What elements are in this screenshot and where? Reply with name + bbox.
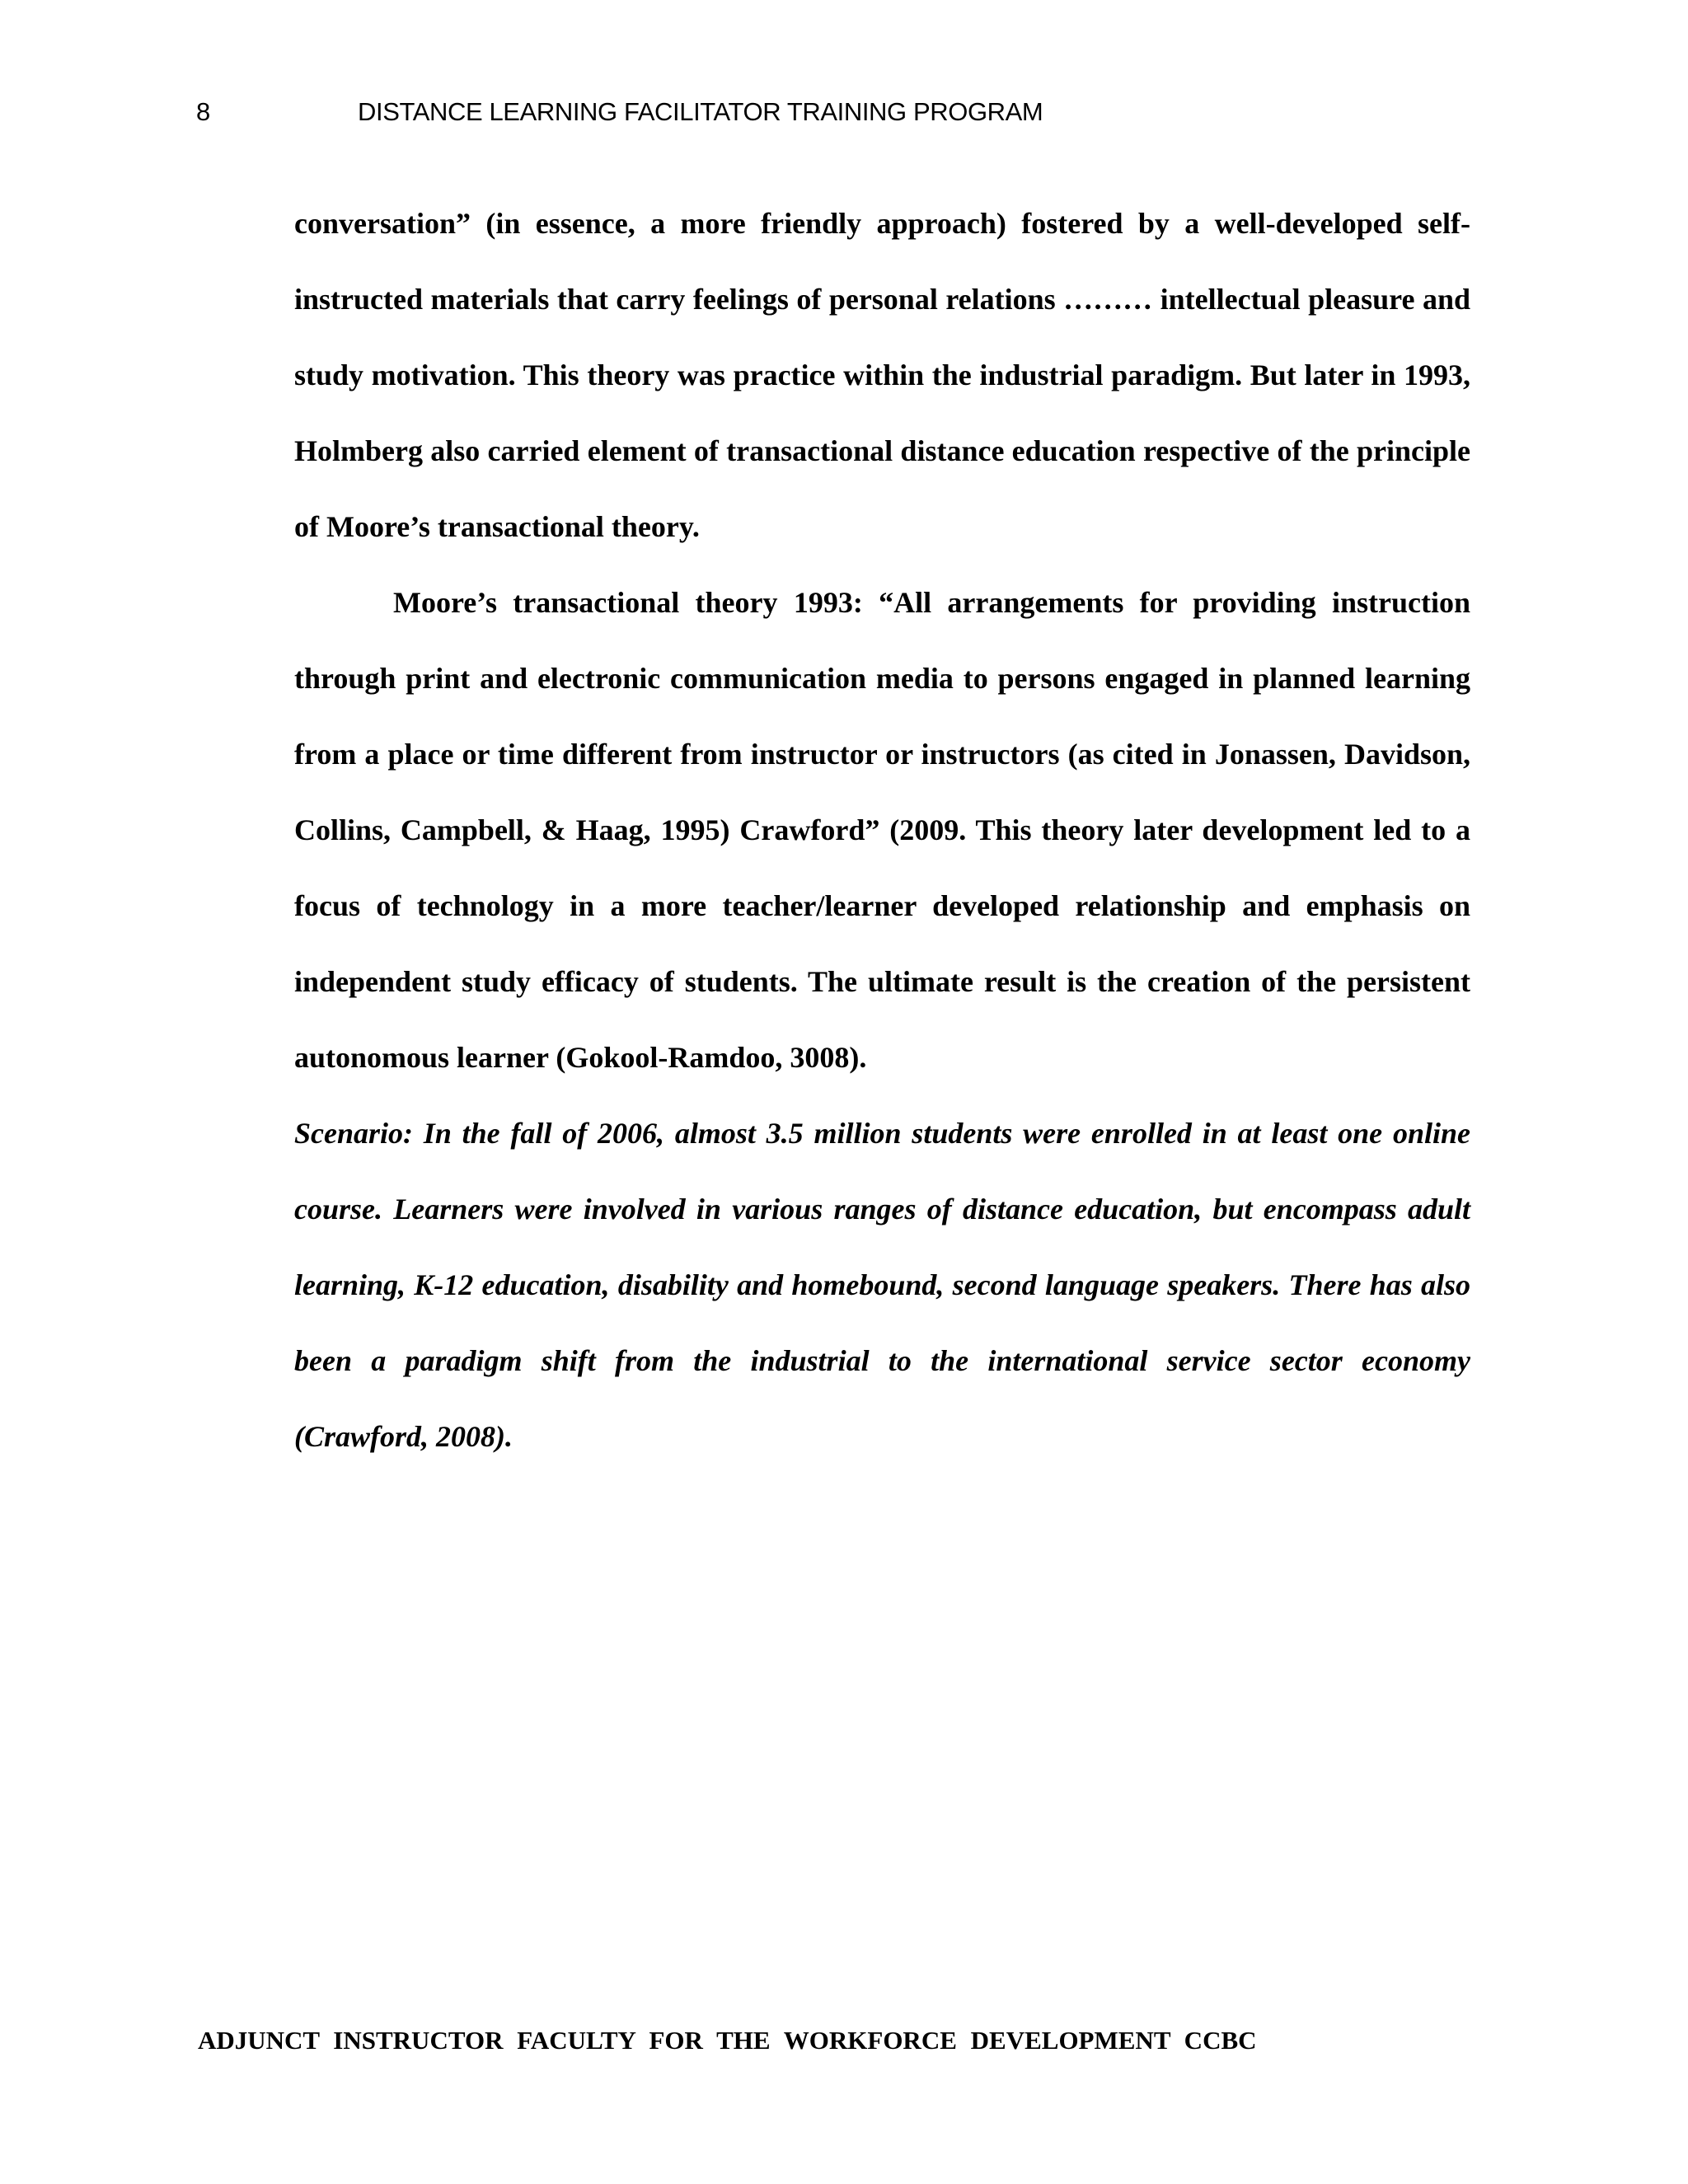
body-text [294, 185, 1470, 1474]
page-footer: ADJUNCT INSTRUCTOR FACULTY FOR THE WORKFORCE DEVELOPMENT CCBC [198, 2026, 1257, 2055]
page-number: 8 [196, 97, 210, 126]
paragraph-holmberg-continuation: conversation” (in essence, a more friendly approach) fostered by a well-developed self-instructed materials that carry feelings of personal relations ……… intellectual pleasure and study motivation. This theory was practice within the industrial paradigm. But later in 1993, Holmberg also carried element of transactional distance education respective of the principle of Moore’s transactional theory. [294, 207, 1470, 543]
paragraph-scenario: Scenario: In the fall of 2006, almost 3.5 million students were enrolled in at least one online course. Learners were involved in various ranges of distance education, but encompass adult learning, K-12 education, disability and homebound, second language speakers. There has also been a paradigm shift from the industrial to the international service sector economy (Crawford, 2008). [294, 1117, 1470, 1453]
paragraph-moore-theory: Moore’s transactional theory 1993: “All arrangements for providing instruction through print and electronic communication media to persons engaged in planned learning from a place or time different from instructor or instructors (as cited in Jonassen, Davidson, Collins, Campbell, & Haag, 1995) Crawford” (2009. This theory later development led to a focus of technology in a more teacher/learner developed relationship and emphasis on independent study efficacy of students. The ultimate result is the creation of the persistent autonomous learner (Gokool-Ramdoo, 3008). [294, 586, 1470, 1074]
header-title: DISTANCE LEARNING FACILITATOR TRAINING PROGRAM [358, 97, 1043, 126]
running-header [196, 97, 1515, 135]
